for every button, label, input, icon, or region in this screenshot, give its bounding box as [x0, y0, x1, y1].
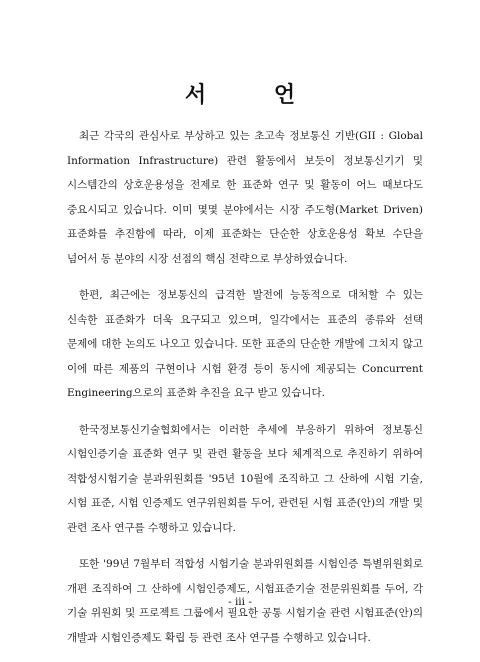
- preface-body: [67, 124, 423, 662]
- page-number: - iii -: [228, 596, 252, 608]
- paragraph-4: 또한 '99년 7월부터 적합성 시험기술 분과위원회를 시험인증 특별위원회로 개편 조직하여 그 산하에 시험인증제도, 시험표준기술 전문위원회를 두어, 각 기술 위원회 및 프로젝트 그룹에서 필요한 공통 시험기술 관련 시험표준(안)의 개발과 시험인증제도 확립 등 관련 조사 연구를 수행하고 있습니다.: [67, 558, 423, 644]
- paragraph-2: 한편, 최근에는 정보통신의 급격한 발전에 능동적으로 대처할 수 있는 신속한 표준화가 더욱 요구되고 있으며, 일각에서는 표준의 종류와 선택 문제에 대한 논의도 나오고 있습니다. 또한 표준의 단순한 개발에 그치지 않고 이에 따른 제품의 구현이나 시험 환경 등이 동시에 제공되는 Concurrent Engineering으로의 표준화 추진을 요구 받고 있습니다.: [67, 289, 423, 399]
- paragraph-3: 한국정보통신기술협회에서는 이러한 추세에 부응하기 위하여 정보통신 시험인증기술 표준화 연구 및 관련 활동을 보다 체계적으로 추진하기 위하여 적합성시험기술 분과위원회를 '95년 10월에 조직하고 그 산하에 시험 기술, 시험 표준, 시험 인증제도 연구위원회를 두어, 관련된 시험 표준(안)의 개발 및 관련 조사 연구를 수행하고 있습니다.: [67, 423, 423, 534]
- paragraph-1: 최근 각국의 관심사로 부상하고 있는 초고속 정보통신 기반(GII : Global Information Infrastructure) 관련 활동에서 보듯이 정보통신기기 및 시스템간의 상호운용성을 전제로 한 표준화 연구 및 활동이 어느 때보다도 중요시되고 있습니다. 이미 몇몇 분야에서는 시장 주도형(Market Driven) 표준화를 추진함에 따라, 이제 표준화는 단순한 상호운용성 확보 수단을 넘어서 동 분야의 시장 선점의 핵심 전략으로 부상하였습니다.: [67, 130, 423, 265]
- page-title: 서 언: [184, 82, 326, 108]
